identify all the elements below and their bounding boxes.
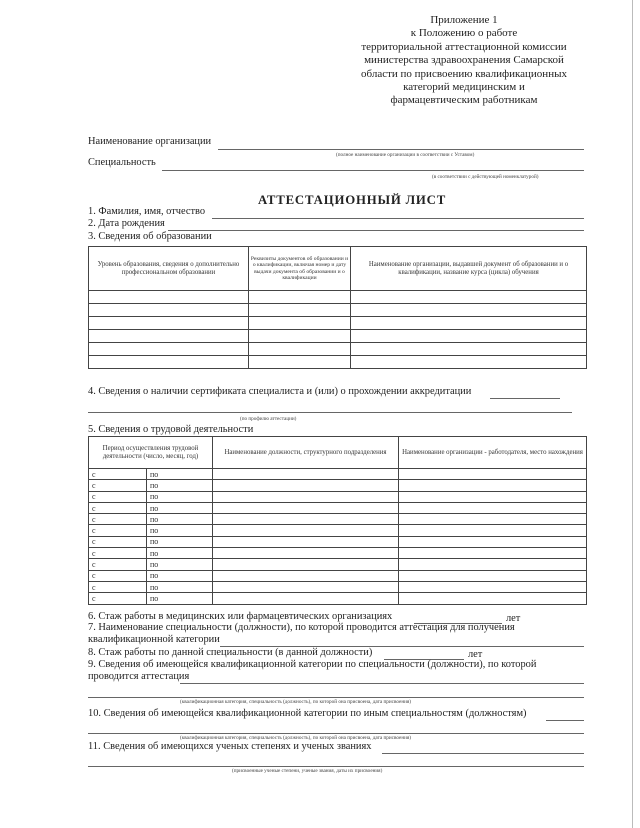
from-label: с bbox=[89, 491, 147, 502]
table-row[interactable] bbox=[89, 514, 587, 525]
header-line: категорий медицинским и bbox=[403, 81, 525, 94]
current-category-label-2: проводится аттестация bbox=[88, 671, 190, 682]
table-row[interactable] bbox=[89, 343, 587, 356]
to-label: по bbox=[147, 593, 213, 604]
to-label: по bbox=[147, 491, 213, 502]
current-category-field-line2[interactable] bbox=[88, 697, 584, 698]
from-label: с bbox=[89, 570, 147, 581]
other-category-label: 10. Сведения об имеющейся квалификационной категории по иным специальностям (должностям) bbox=[88, 708, 527, 719]
academic-degrees-field-line2[interactable] bbox=[88, 766, 584, 767]
header-line: к Положению о работе bbox=[410, 27, 518, 40]
education-label: 3. Сведения об образовании bbox=[88, 231, 212, 242]
to-label: по bbox=[147, 502, 213, 513]
education-table bbox=[88, 246, 587, 369]
certificate-hint: (по профилю аттестации) bbox=[240, 416, 297, 422]
from-label: с bbox=[89, 581, 147, 592]
appendix-header bbox=[340, 14, 588, 108]
current-category-field[interactable] bbox=[180, 683, 584, 684]
edu-col-level: Уровень образования, сведения о дополнительно профессиональном образовании bbox=[89, 247, 249, 291]
spec-label: Специальность bbox=[88, 157, 156, 168]
header-line: области по присвоению квалификационных bbox=[361, 67, 567, 80]
to-label: по bbox=[147, 514, 213, 525]
birthdate-label: 2. Дата рождения bbox=[88, 218, 165, 229]
to-label: по bbox=[147, 570, 213, 581]
table-row[interactable] bbox=[89, 570, 587, 581]
work-col-period: Период осуществления трудовой деятельности (число, месяц, год) bbox=[89, 437, 213, 469]
table-row[interactable] bbox=[89, 491, 587, 502]
other-category-hint: (квалификационная категория, специальность (должность), по которой она присвоена, дата присвоения) bbox=[180, 735, 412, 741]
org-hint: (полное наименование организации в соответствии с Уставом) bbox=[336, 152, 475, 158]
header-line: фармацевтическим работникам bbox=[390, 94, 538, 107]
current-category-hint: (квалификационная категория, специальность (должность), по которой она присвоена, дата присвоения) bbox=[180, 699, 412, 705]
academic-degrees-hint: (присвоенные ученые степени, ученые звания, даты их присвоения) bbox=[232, 768, 383, 774]
header-line: министерства здравоохранения Самарской bbox=[364, 54, 564, 67]
specialty-attestation-label: 7. Наименование специальности (должности), по которой проводится аттестация для получения bbox=[88, 622, 515, 633]
total-experience-label: 6. Стаж работы в медицинских или фармацевтических организациях bbox=[88, 611, 393, 622]
org-field[interactable] bbox=[218, 149, 584, 150]
spec-hint: (в соответствии с действующей номенклатурой) bbox=[432, 174, 539, 180]
fio-label: 1. Фамилия, имя, отчество bbox=[88, 206, 206, 217]
table-row[interactable] bbox=[89, 330, 587, 343]
work-label: 5. Сведения о трудовой деятельности bbox=[88, 424, 254, 435]
table-row[interactable] bbox=[89, 559, 587, 570]
header-line: территориальной аттестационной комиссии bbox=[361, 40, 567, 53]
specialty-experience-unit: лет bbox=[468, 649, 483, 660]
to-label: по bbox=[147, 548, 213, 559]
table-row[interactable] bbox=[89, 593, 587, 604]
academic-degrees-field[interactable] bbox=[382, 753, 584, 754]
document-title: АТТЕСТАЦИОННЫЙ ЛИСТ bbox=[258, 193, 447, 207]
table-row[interactable] bbox=[89, 548, 587, 559]
work-col-position: Наименование должности, структурного подразделения bbox=[213, 437, 399, 469]
table-row[interactable] bbox=[89, 291, 587, 304]
table-row[interactable] bbox=[89, 469, 587, 480]
other-category-field-line2[interactable] bbox=[88, 733, 584, 734]
from-label: с bbox=[89, 502, 147, 513]
edu-col-document: Реквизиты документов об образовании и о квалификации, включая номер и дату выдачи документа об образовании и о квалификации bbox=[249, 247, 351, 291]
to-label: по bbox=[147, 469, 213, 480]
certificate-label: 4. Сведения о наличии сертификата специалиста и (или) о прохождении аккредитации bbox=[88, 386, 472, 397]
from-label: с bbox=[89, 536, 147, 547]
current-category-label: 9. Сведения об имеющейся квалификационной категории по специальности (должности), по которой bbox=[88, 659, 537, 670]
specialty-experience-label: 8. Стаж работы по данной специальности (в данной должности) bbox=[88, 647, 373, 658]
specialty-attestation-label-2: квалификационной категории bbox=[88, 634, 220, 645]
certificate-field[interactable] bbox=[490, 398, 560, 399]
page-edge-shadow bbox=[632, 0, 633, 828]
from-label: с bbox=[89, 548, 147, 559]
table-row[interactable] bbox=[89, 536, 587, 547]
table-row[interactable] bbox=[89, 317, 587, 330]
academic-degrees-label: 11. Сведения об имеющихся ученых степенях и ученых званиях bbox=[88, 741, 372, 752]
birthdate-field[interactable] bbox=[168, 230, 584, 231]
from-label: с bbox=[89, 559, 147, 570]
table-row[interactable] bbox=[89, 304, 587, 317]
total-experience-unit: лет bbox=[506, 613, 521, 624]
from-label: с bbox=[89, 480, 147, 491]
to-label: по bbox=[147, 536, 213, 547]
from-label: с bbox=[89, 525, 147, 536]
from-label: с bbox=[89, 469, 147, 480]
org-label: Наименование организации bbox=[88, 136, 212, 147]
to-label: по bbox=[147, 559, 213, 570]
header-line: Приложение 1 bbox=[430, 14, 498, 26]
from-label: с bbox=[89, 593, 147, 604]
table-row[interactable] bbox=[89, 480, 587, 491]
edu-col-organization: Наименование организации, выдавшей документ об образовании и о квалификации, название курса (цикла) обучения bbox=[351, 247, 587, 291]
to-label: по bbox=[147, 480, 213, 491]
spec-field[interactable] bbox=[162, 170, 584, 171]
work-table bbox=[88, 436, 587, 605]
from-label: с bbox=[89, 514, 147, 525]
certificate-field-line2[interactable] bbox=[88, 412, 572, 413]
table-row[interactable] bbox=[89, 581, 587, 592]
to-label: по bbox=[147, 581, 213, 592]
other-category-field[interactable] bbox=[546, 720, 584, 721]
table-row[interactable] bbox=[89, 525, 587, 536]
work-col-employer: Наименование организации - работодателя, место нахождения bbox=[399, 437, 587, 469]
table-row[interactable] bbox=[89, 356, 587, 369]
table-row[interactable] bbox=[89, 502, 587, 513]
fio-field[interactable] bbox=[212, 218, 584, 219]
to-label: по bbox=[147, 525, 213, 536]
